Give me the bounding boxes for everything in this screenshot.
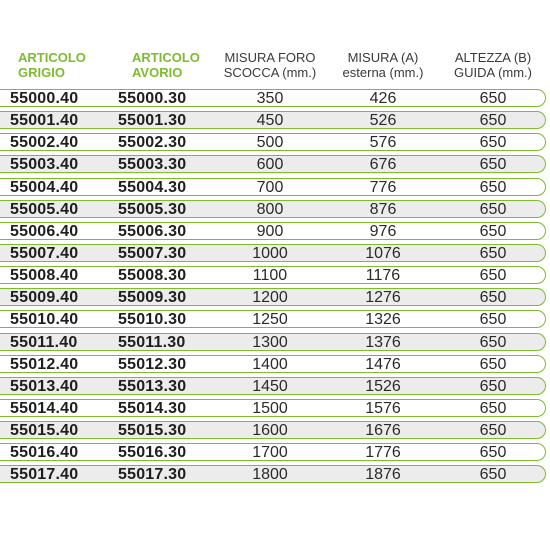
cell-misura-esterna: 1076 (365, 244, 401, 262)
cell-articolo-avorio: 55009.30 (118, 289, 187, 307)
cell-altezza-guida: 650 (479, 466, 507, 484)
cell-misura-esterna: 976 (369, 222, 397, 240)
cell-altezza-guida: 650 (479, 90, 507, 107)
cell-misura-foro: 350 (256, 90, 284, 107)
cell-misura-foro: 1500 (252, 399, 288, 417)
cell-articolo-grigio: 55016.40 (10, 444, 79, 462)
cell-misura-foro: 1400 (252, 355, 288, 373)
cell-misura-foro: 1300 (252, 333, 288, 351)
table-row (0, 398, 548, 420)
cell-articolo-avorio: 55011.30 (118, 333, 186, 351)
cell-misura-foro: 500 (256, 134, 284, 152)
cell-misura-esterna: 1576 (365, 399, 401, 417)
cell-altezza-guida: 650 (479, 222, 507, 240)
cell-articolo-grigio: 55012.40 (10, 355, 79, 373)
cell-misura-esterna: 1526 (365, 377, 401, 395)
table-row (0, 154, 548, 176)
table-row (0, 177, 548, 199)
cell-articolo-avorio: 55008.30 (118, 267, 187, 285)
cell-misura-foro: 1000 (252, 244, 288, 262)
cell-misura-foro: 600 (256, 156, 284, 174)
cell-altezza-guida: 650 (479, 134, 507, 152)
cell-articolo-avorio: 55010.30 (118, 311, 187, 329)
cell-misura-foro: 700 (256, 178, 284, 196)
cell-articolo-grigio: 55003.40 (10, 156, 79, 174)
cell-misura-esterna: 1326 (365, 311, 401, 329)
header-misura-esterna (328, 50, 438, 80)
table-row (0, 199, 548, 221)
cell-articolo-grigio: 55014.40 (10, 399, 79, 417)
cell-altezza-guida: 650 (479, 200, 507, 218)
cell-misura-esterna: 1876 (365, 466, 401, 484)
product-table (0, 50, 548, 487)
table-row (0, 420, 548, 442)
cell-misura-esterna: 1376 (365, 333, 401, 351)
header-line: GUIDA (mm.) (454, 65, 532, 80)
cell-misura-foro: 1450 (252, 377, 288, 395)
cell-articolo-avorio: 55005.30 (118, 200, 187, 218)
header-articolo-grigio (0, 50, 106, 80)
table-row (0, 464, 548, 486)
cell-misura-foro: 1200 (252, 289, 288, 307)
cell-misura-esterna: 426 (369, 90, 397, 107)
table-row (0, 309, 548, 331)
table-header (0, 50, 548, 88)
cell-articolo-avorio: 55013.30 (118, 377, 187, 395)
cell-articolo-grigio: 55009.40 (10, 289, 79, 307)
cell-articolo-grigio: 55002.40 (10, 134, 79, 152)
table-row (0, 376, 548, 398)
cell-altezza-guida: 650 (479, 267, 507, 285)
cell-misura-foro: 1250 (252, 311, 288, 329)
header-line: MISURA FORO (224, 50, 316, 65)
cell-articolo-avorio: 55015.30 (118, 422, 187, 440)
cell-altezza-guida: 650 (479, 156, 507, 174)
cell-articolo-avorio: 55004.30 (118, 178, 187, 196)
header-line: ARTICOLO (18, 50, 86, 65)
table-row (0, 132, 548, 154)
cell-misura-foro: 1600 (252, 422, 288, 440)
table-row (0, 332, 548, 354)
header-line: GRIGIO (18, 65, 65, 80)
cell-articolo-grigio: 55000.40 (10, 90, 79, 107)
cell-articolo-grigio: 55005.40 (10, 200, 79, 218)
cell-misura-esterna: 876 (369, 200, 397, 218)
cell-altezza-guida: 650 (479, 399, 507, 417)
cell-articolo-grigio: 55010.40 (10, 311, 79, 329)
cell-misura-esterna: 1276 (365, 289, 401, 307)
cell-articolo-avorio: 55014.30 (118, 399, 187, 417)
header-line: esterna (mm.) (342, 65, 424, 80)
cell-misura-esterna: 1676 (365, 422, 401, 440)
table-row (0, 442, 548, 464)
cell-altezza-guida: 650 (479, 311, 507, 329)
cell-altezza-guida: 650 (479, 377, 507, 395)
table-body (0, 88, 548, 486)
cell-articolo-grigio: 55008.40 (10, 267, 79, 285)
cell-misura-esterna: 1776 (365, 444, 401, 462)
cell-articolo-avorio: 55002.30 (118, 134, 187, 152)
cell-altezza-guida: 650 (479, 355, 507, 373)
cell-misura-foro: 1700 (252, 444, 288, 462)
cell-altezza-guida: 650 (479, 333, 507, 351)
cell-misura-foro: 450 (256, 112, 284, 130)
header-line: MISURA (A) (347, 50, 419, 65)
cell-articolo-grigio: 55011.40 (10, 333, 78, 351)
cell-altezza-guida: 650 (479, 178, 507, 196)
header-line: AVORIO (132, 65, 183, 80)
header-altezza-guida (438, 50, 548, 80)
cell-misura-foro: 1800 (252, 466, 288, 484)
cell-altezza-guida: 650 (479, 289, 507, 307)
cell-misura-esterna: 526 (369, 112, 397, 130)
cell-misura-foro: 800 (256, 200, 284, 218)
cell-altezza-guida: 650 (479, 112, 507, 130)
table-row (0, 88, 548, 110)
cell-misura-foro: 900 (256, 222, 284, 240)
header-misura-foro (212, 50, 328, 80)
cell-articolo-grigio: 55007.40 (10, 244, 79, 262)
cell-articolo-grigio: 55017.40 (10, 466, 79, 484)
cell-altezza-guida: 650 (479, 422, 507, 440)
cell-misura-esterna: 1176 (365, 267, 401, 285)
cell-articolo-avorio: 55001.30 (118, 112, 187, 130)
cell-misura-esterna: 776 (369, 178, 397, 196)
cell-misura-foro: 1100 (252, 267, 288, 285)
header-line: ARTICOLO (132, 50, 200, 65)
cell-articolo-grigio: 55013.40 (10, 377, 79, 395)
table-row (0, 354, 548, 376)
cell-articolo-grigio: 55001.40 (10, 112, 79, 130)
cell-misura-esterna: 676 (369, 156, 397, 174)
cell-articolo-grigio: 55015.40 (10, 422, 79, 440)
table-row (0, 265, 548, 287)
cell-altezza-guida: 650 (479, 244, 507, 262)
cell-articolo-avorio: 55016.30 (118, 444, 187, 462)
cell-articolo-avorio: 55007.30 (118, 244, 187, 262)
cell-articolo-grigio: 55004.40 (10, 178, 79, 196)
header-line: SCOCCA (mm.) (223, 65, 317, 80)
cell-articolo-avorio: 55003.30 (118, 156, 187, 174)
cell-articolo-avorio: 55017.30 (118, 466, 187, 484)
cell-articolo-avorio: 55006.30 (118, 222, 187, 240)
cell-misura-esterna: 1476 (365, 355, 401, 373)
header-line: ALTEZZA (B) (454, 50, 532, 65)
cell-articolo-grigio: 55006.40 (10, 222, 79, 240)
header-articolo-avorio (106, 50, 212, 80)
table-row (0, 110, 548, 132)
cell-altezza-guida: 650 (479, 444, 507, 462)
cell-misura-esterna: 576 (369, 134, 397, 152)
table-row (0, 287, 548, 309)
cell-articolo-avorio: 55012.30 (118, 355, 187, 373)
table-row (0, 221, 548, 243)
cell-articolo-avorio: 55000.30 (118, 90, 187, 107)
table-row (0, 243, 548, 265)
